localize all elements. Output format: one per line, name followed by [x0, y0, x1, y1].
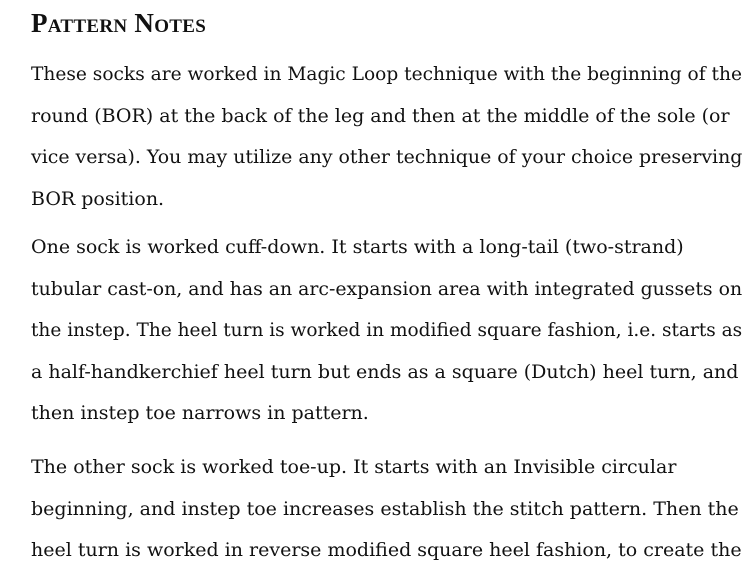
paragraph-line: heel turn is worked in reverse modified square heel fashion, to create the — [31, 539, 742, 562]
paragraph-line: a half-handkerchief heel turn but ends as a square (Dutch) heel turn, and — [31, 360, 739, 383]
paragraph-line: One sock is worked cuff-down. It starts with a long-tail (two-strand) — [31, 236, 684, 258]
paragraph-magic-loop — [31, 54, 743, 220]
paragraph-toe-up — [31, 447, 742, 572]
paragraph-line: The other sock is worked toe-up. It starts with an Invisible circular — [31, 456, 677, 478]
paragraph-line: then instep toe narrows in pattern. — [31, 402, 369, 425]
paragraph-line: beginning, and instep toe increases establish the stitch pattern. Then the — [31, 497, 739, 520]
paragraph-line: BOR position. — [31, 187, 165, 210]
section-heading: Pattern Notes — [31, 8, 207, 38]
paragraph-line: vice versa). You may utilize any other technique of your choice preserving — [31, 146, 743, 169]
paragraph-cuff-down — [31, 227, 743, 435]
paragraph-line: tubular cast-on, and has an arc-expansion area with integrated gussets on — [31, 277, 743, 300]
paragraph-line: These socks are worked in Magic Loop technique with the beginning of the — [31, 63, 742, 85]
paragraph-line: the instep. The heel turn is worked in modified square fashion, i.e. starts as — [31, 319, 743, 342]
paragraph-line: round (BOR) at the back of the leg and then at the middle of the sole (or — [31, 104, 730, 127]
